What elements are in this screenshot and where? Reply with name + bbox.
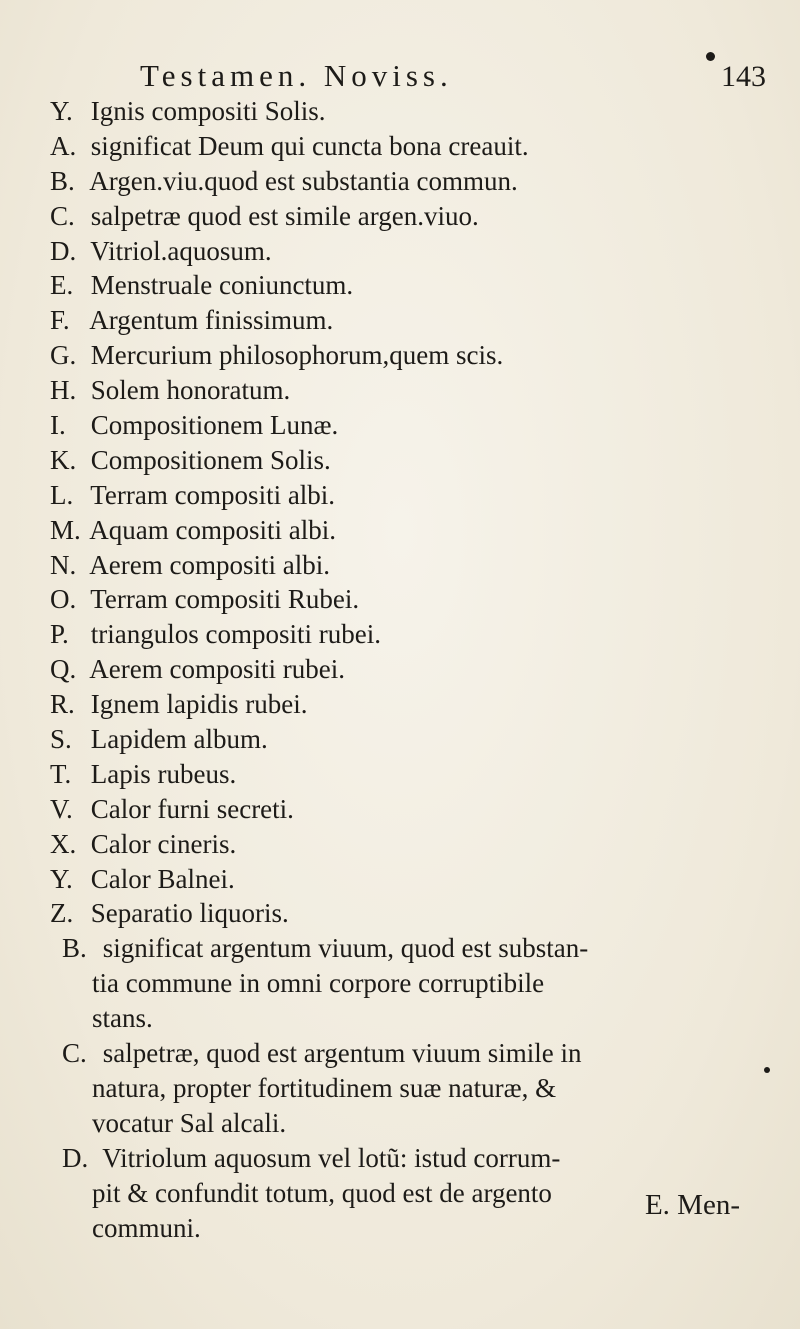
- entry-text: Menstruale coniunctum.: [90, 270, 354, 301]
- entry-letter: B.: [50, 165, 75, 196]
- entry-text: Terram compositi albi.: [90, 479, 336, 510]
- entry-text: Terram compositi Rubei.: [90, 584, 360, 615]
- entry-text: Separatio liquoris.: [90, 898, 289, 929]
- explanation-paragraph: [50, 931, 770, 1036]
- key-entry: [50, 792, 770, 827]
- page-header: [140, 58, 780, 98]
- entry-letter: X.: [50, 828, 77, 859]
- entry-text: significat Deum qui cuncta bona creauit.: [90, 130, 529, 161]
- paragraph-line: [50, 1001, 770, 1036]
- paragraph-line: [50, 931, 770, 966]
- key-entry: [50, 827, 770, 862]
- entry-text: Vitriol.aquosum.: [90, 235, 272, 266]
- entry-letter: R.: [50, 689, 75, 720]
- key-entry: [50, 757, 770, 792]
- paragraph-line: [50, 1106, 770, 1141]
- key-entry: [50, 164, 770, 199]
- entry-letter: M.: [50, 514, 81, 545]
- paragraph-text: natura, propter fortitudinem suæ naturæ, &: [92, 1072, 557, 1103]
- entry-letter: Y.: [50, 863, 73, 894]
- paragraph-line: [50, 1141, 770, 1176]
- entry-letter: E.: [50, 270, 74, 301]
- entry-text: Ignis compositi Solis.: [90, 96, 326, 126]
- key-entry: [50, 896, 770, 931]
- paragraph-text: Vitriolum aquosum vel lotũ: istud corrum-: [102, 1142, 561, 1173]
- entry-letter: D.: [50, 235, 77, 266]
- key-entry: [50, 862, 770, 897]
- entry-text: Compositionem Solis.: [90, 444, 331, 475]
- entry-text: Ignem lapidis rubei.: [90, 689, 308, 720]
- key-entry: [50, 687, 770, 722]
- entry-text: Compositionem Lunæ.: [90, 410, 339, 441]
- entry-text: Argen.viu.quod est substantia commun.: [89, 165, 518, 196]
- paragraph-text: tia commune in omni corpore corruptibile: [92, 968, 545, 999]
- entry-letter: A.: [50, 130, 77, 161]
- entry-letter: F.: [50, 305, 70, 336]
- key-entry: [50, 617, 770, 652]
- entry-letter: K.: [50, 444, 77, 475]
- paragraph-letter: D.: [62, 1142, 89, 1173]
- key-entry: [50, 548, 770, 583]
- entry-letter: H.: [50, 375, 77, 406]
- entry-text: Calor furni secreti.: [90, 793, 294, 824]
- entry-letter: T.: [50, 758, 72, 789]
- entry-letter: Q.: [50, 654, 77, 685]
- key-entry: [50, 408, 770, 443]
- key-entry: [50, 582, 770, 617]
- entry-text: Aquam compositi albi.: [89, 514, 336, 545]
- entry-letter: L.: [50, 479, 74, 510]
- entry-text: Lapidem album.: [90, 724, 268, 755]
- key-entry: [50, 373, 770, 408]
- entry-text: Mercurium philosophorum,quem scis.: [90, 340, 504, 371]
- catchword: E. Men-: [644, 1189, 740, 1221]
- entry-letter: P.: [50, 619, 69, 650]
- entry-text: Calor cineris.: [90, 828, 237, 859]
- paragraph-text: stans.: [92, 1003, 153, 1034]
- key-entry: [50, 199, 770, 234]
- entry-text: Argentum finissimum.: [89, 305, 334, 336]
- paragraph-line: [50, 966, 770, 1001]
- key-entry: [50, 652, 770, 687]
- entry-letter: I.: [50, 410, 66, 441]
- entry-letter: S.: [50, 724, 72, 755]
- paragraph-line: [50, 1071, 770, 1106]
- entry-letter: Z.: [50, 898, 74, 929]
- entry-text: Aerem compositi albi.: [89, 549, 330, 580]
- key-entry: [50, 443, 770, 478]
- entry-text: salpetræ quod est simile argen.viuo.: [90, 200, 479, 231]
- entry-text: triangulos compositi rubei.: [90, 619, 381, 650]
- entry-letter: G.: [50, 340, 77, 371]
- entry-letter: C.: [50, 200, 75, 231]
- ink-spot: [706, 52, 715, 61]
- entry-text: Aerem compositi rubei.: [89, 654, 345, 685]
- paragraph-text: communi.: [92, 1212, 201, 1243]
- key-entry: [50, 234, 770, 269]
- key-entry: [50, 94, 770, 129]
- paragraph-line: [50, 1036, 770, 1071]
- key-entry: [50, 268, 770, 303]
- paragraph-text: vocatur Sal alcali.: [92, 1107, 287, 1138]
- entry-text: Solem honoratum.: [90, 375, 291, 406]
- key-entry: [50, 478, 770, 513]
- paragraph-text: salpetræ, quod est argentum viuum simile in: [102, 1038, 582, 1069]
- entry-letter: Y.: [50, 96, 73, 126]
- paragraph-text: pit & confundit totum, quod est de argento: [92, 1177, 552, 1208]
- entry-letter: V.: [50, 793, 73, 824]
- entry-text: Calor Balnei.: [90, 863, 235, 894]
- entry-letter: O.: [50, 584, 77, 615]
- running-head: Testamen. Noviss.: [140, 58, 453, 93]
- entry-text: Lapis rubeus.: [90, 758, 237, 789]
- explanation-paragraph: [50, 1036, 770, 1141]
- key-list: [50, 94, 770, 1245]
- entry-letter: N.: [50, 549, 77, 580]
- paragraph-text: significat argentum viuum, quod est substan-: [102, 933, 589, 964]
- paragraph-letter: C.: [62, 1038, 87, 1069]
- key-entry: [50, 129, 770, 164]
- key-entry: [50, 513, 770, 548]
- page-number: 143: [721, 60, 766, 93]
- key-entry: [50, 338, 770, 373]
- paragraph-letter: B.: [62, 933, 87, 964]
- ink-spot: [764, 1067, 770, 1073]
- key-entry: [50, 303, 770, 338]
- key-entry: [50, 722, 770, 757]
